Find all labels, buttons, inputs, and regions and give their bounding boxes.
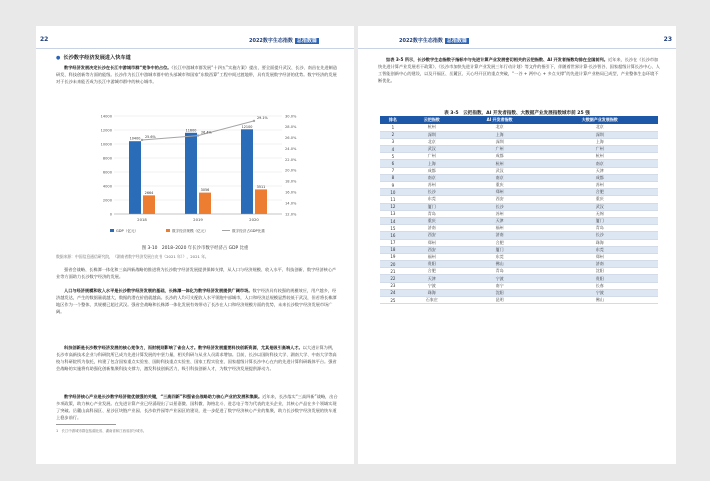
left-page-number: 22 [40,36,49,43]
cell-rank: 7 [380,167,406,174]
cell-ai-city: 上海 [458,131,542,138]
cell-cloud-city: 厦门 [406,203,458,210]
cell-bigdata-city: 合肥 [542,189,658,196]
cell-cloud-city: 武汉 [406,146,458,153]
cell-ai-city: 杭州 [458,160,542,167]
cell-ai-city: 济南 [458,232,542,239]
y-right-tick-label: 20.0% [285,168,297,173]
line-value-label: 29.1% [257,115,268,120]
cell-cloud-city: 石家庄 [406,297,458,304]
paragraph-1-lead: 数字经济发展决定长沙在长江中游城市群“竞争中的占位。 [64,65,172,70]
bar [143,195,155,214]
paragraph-4-lead: 科技创新是长沙数字经济发展的核心竞争力，而财税则影响了省会人才。数字经济发展重要科技创新资源，尤其是吸引高端人才。 [64,345,303,350]
figure-source: 数据来源：中国信息通信研究院，《湖南省数字经济发展白皮书（2021 年）》，2021 年。 [56,254,209,259]
cell-ai-city: 西安 [458,196,542,203]
bar [255,189,267,214]
cell-rank: 12 [380,203,406,210]
cell-cloud-city: 贵阳 [406,261,458,268]
y-left-tick-label: 4000 [102,184,112,189]
cell-ai-city: 厦门 [458,246,542,253]
table-row [380,246,658,253]
cell-cloud-city: 长沙 [406,189,458,196]
left-header-divider [36,48,354,49]
y-left-tick-label: 6000 [102,170,112,175]
bar [241,129,253,214]
line-point [141,139,143,141]
cell-bigdata-city: 苏州 [542,182,658,189]
table-row [380,196,658,203]
y-right-tick-label: 12.0% [285,212,297,217]
left-header-band [246,36,322,44]
cell-bigdata-city: 济南 [542,261,658,268]
bar [199,193,211,214]
y-right-tick-label: 30.0% [285,114,297,119]
cell-bigdata-city: 长春 [542,282,658,289]
x-tick-label: 2020 [249,217,259,222]
cell-bigdata-city: 东莞 [542,246,658,253]
table-row [380,289,658,296]
table-row [380,239,658,246]
cell-rank: 19 [380,253,406,260]
paragraph-5 [56,393,340,421]
cell-bigdata-city: 长沙 [542,232,658,239]
cell-bigdata-city: 贵阳 [542,275,658,282]
cell-cloud-city: 杭州 [406,124,458,131]
table-row [380,282,658,289]
cell-bigdata-city: 广州 [542,146,658,153]
left-header-title: 2022数字生态指数 [249,38,293,44]
table-row [380,182,658,189]
y-left-tick-label: 8000 [102,156,112,161]
table-row [380,138,658,145]
cell-ai-city: 郑州 [458,189,542,196]
line-value-label: 26.4% [201,130,212,135]
cell-bigdata-city: 无锡 [542,210,658,217]
table-row [380,297,658,304]
left-header-section: 总指数篇 [296,38,317,44]
footnote: 1 长江中游城市群包括湖北省、湖南省和江西省部分城市。 [56,429,147,433]
cell-ai-city: 长沙 [458,203,542,210]
cell-ai-city: 青岛 [458,268,542,275]
paragraph-1 [56,64,340,85]
y-left-tick-label: 0 [109,212,112,217]
table-header-row [380,116,658,124]
paragraph-3 [56,287,340,315]
cell-ai-city: 南宁 [458,282,542,289]
right-header-title: 2022数字生态指数 [399,38,443,44]
y-left-tick-label: 14000 [100,114,112,119]
cell-ai-city: 合肥 [458,239,542,246]
figure-caption: 图 3-10 2018–2020 年长沙市数字经济占 GDP 比重 [141,246,249,251]
cell-cloud-city: 北京 [406,138,458,145]
right-page [358,26,676,464]
cell-bigdata-city: 成都 [542,174,658,181]
table-row [380,253,658,260]
cell-ai-city: 福州 [458,225,542,232]
paragraph-1-text: 《长江中游城市群发展“十四五”实施方案》提出，要全面提升武汉、长沙、南昌在先进制造研发、科技创新等方面的能级。长沙作为长江中游城市群中的头部城市和国家“东数西算”工程中间过渡地带，具有发展数字经济的优势。数字经济的发展对于长沙未来能否成为长江中游城市群中的核心城市。 [56,65,338,84]
cell-cloud-city: 苏州 [406,182,458,189]
ranking-table [380,116,658,304]
cell-bigdata-city: 武汉 [542,203,658,210]
y-left-tick-label: 2000 [102,198,112,203]
right-page-number: 23 [663,36,672,43]
cell-rank: 23 [380,282,406,289]
table-row [380,167,658,174]
cell-ai-city: 东莞 [458,253,542,260]
bar-value-label: 10400 [129,136,141,141]
cell-rank: 3 [380,138,406,145]
cell-bigdata-city: 厦门 [542,217,658,224]
cell-bigdata-city: 珠海 [542,239,658,246]
y-right-tick-label: 28.0% [285,125,297,130]
cell-ai-city: 沈阳 [458,289,542,296]
table-row [380,124,658,131]
bar-value-label: 2664 [144,190,154,195]
legend-label: GDP（亿元） [116,229,139,233]
cell-ai-city: 成都 [458,153,542,160]
legend-label: 数字经济规模（亿元） [172,229,208,233]
cell-ai-city: 天津 [458,217,542,224]
cell-cloud-city: 青岛 [406,210,458,217]
header-ai-developer-index: AI 开发者指数 [458,116,542,124]
cell-bigdata-city: 天津 [542,167,658,174]
cell-rank: 25 [380,297,406,304]
cell-rank: 13 [380,210,406,217]
cell-rank: 21 [380,268,406,275]
cell-cloud-city: 郑州 [406,239,458,246]
right-header-band [396,36,472,44]
line-point [197,134,199,136]
left-page [36,26,354,464]
table-row [380,217,658,224]
cell-rank: 9 [380,182,406,189]
table-row [380,275,658,282]
cell-bigdata-city: 深圳 [542,131,658,138]
cell-rank: 14 [380,217,406,224]
bar [185,133,197,214]
y-right-tick-label: 24.0% [285,146,297,151]
header-rank: 排名 [380,116,406,124]
cell-ai-city: 武汉 [458,167,542,174]
cell-rank: 2 [380,131,406,138]
header-cloud-index: 云把指数 [406,116,458,124]
footnote-divider [56,424,116,425]
cell-cloud-city: 深圳 [406,131,458,138]
cell-rank: 20 [380,261,406,268]
table-row [380,146,658,153]
cell-rank: 18 [380,246,406,253]
table-title: 表 3-5 云把指数、AI 开发者指数、大数据产业发展指数城市前 25 强 [444,111,590,116]
y-right-tick-label: 14.0% [285,201,297,206]
right-paragraph-1-text: 近年来，长沙在《长沙市加快先进计算产业发展若干政策》、《长沙市加快先进计算产业发展三年行动计划》等文件的指引下，伴随着世界计算·长沙智谷、国家超级计算长沙中心、人工智能创新中心的建设，以及开福区、岳麓区、天心经开区的重点突破，“一谷 + 两中心 + 多点支撑”的先进计算产业格局已成型，产业整体生态环境不断优化。 [378,57,660,83]
cell-cloud-city: 济南 [406,225,458,232]
paragraph-4 [56,344,340,372]
gdp-digital-economy-chart [80,110,316,240]
cell-ai-city: 北京 [458,124,542,131]
legend-swatch [166,229,170,232]
right-header-section: 总指数篇 [446,38,467,44]
cell-rank: 1 [380,124,406,131]
table-row [380,261,658,268]
cell-bigdata-city: 郑州 [542,253,658,260]
cell-ai-city: 昆明 [458,297,542,304]
left-header [36,36,354,48]
right-header [358,36,676,48]
legend-label: 数字经济占GDP比重 [232,229,265,233]
cell-cloud-city: 西安 [406,246,458,253]
table-row [380,210,658,217]
cell-bigdata-city: 杭州 [542,153,658,160]
table-row [380,268,658,275]
cell-ai-city: 宁波 [458,275,542,282]
table-row [380,174,658,181]
cell-rank: 8 [380,174,406,181]
cell-rank: 22 [380,275,406,282]
cell-bigdata-city: 沈阳 [542,268,658,275]
chart-svg [80,110,316,240]
bar-value-label: 11600 [185,128,197,133]
cell-cloud-city: 广州 [406,153,458,160]
cell-ai-city: 苏州 [458,210,542,217]
cell-cloud-city: 南京 [406,174,458,181]
cell-cloud-city: 重庆 [406,217,458,224]
table-row [380,131,658,138]
paragraph-4-text: 以大进计算为例，长沙市高新技术企业与科研院所已成为先进计算发展的中坚力量，相关科研与从业人员需求增加。目前，长沙以国防科技大学、湖南大学、中南大学等高校与科研院所为依托，构建了包含国家重点实验室、国防科技重点实验室、国家工程实验室、国家超级计算长沙中心在内的先进计算科研载体平台。强省会战略的实施将有助强化创新集聚科技支撑力，激发科技创新活力，吸引科技创新人才，为数字经济发展提供源动力。 [56,345,337,371]
cell-cloud-city: 珠海 [406,289,458,296]
cell-bigdata-city: 青岛 [542,225,658,232]
cell-bigdata-city: 佛山 [542,297,658,304]
line-point [253,120,255,122]
bar-value-label: 3511 [256,184,266,189]
table-row [380,225,658,232]
cell-cloud-city: 天津 [406,275,458,282]
cell-bigdata-city: 南京 [542,160,658,167]
cell-rank: 10 [380,189,406,196]
bar-value-label: 12100 [241,124,253,129]
cell-cloud-city: 福州 [406,253,458,260]
right-paragraph-1 [378,56,662,84]
section-heading: ● 长沙数字经济发展进入快车道 [56,54,131,61]
paragraph-5-text: 近年来，长沙落实“三高四新”战略，出台多项政策，助力核心产业发展。在先进计算产业已经涌现出了以景嘉微、国科微、海格北斗、进芯电子等为代表的龙头企业，其核心产品在多个领域实现了突破。岳麓山高科园区、星沙区块链产业园、长沙软件园等产业园区的建设，进一步促进了数字经济核心产业的集聚，助力长沙数字经济发展的快车道上稳步前行。 [56,394,338,420]
table-row [380,153,658,160]
table-row [380,160,658,167]
cell-cloud-city: 上海 [406,160,458,167]
cell-rank: 5 [380,153,406,160]
cell-ai-city: 广州 [458,146,542,153]
cell-bigdata-city: 宁波 [542,289,658,296]
cell-cloud-city: 东莞 [406,196,458,203]
header-big-data-index: 大数据产业发展指数 [542,116,658,124]
cell-ai-city: 重庆 [458,182,542,189]
y-left-tick-label: 10000 [100,142,112,147]
cell-rank: 16 [380,232,406,239]
cell-bigdata-city: 重庆 [542,196,658,203]
legend-swatch [110,229,114,232]
paragraph-2 [56,266,340,280]
cell-cloud-city: 宁波 [406,282,458,289]
right-header-divider [358,48,676,49]
x-tick-label: 2019 [193,217,203,222]
cell-bigdata-city: 上海 [542,138,658,145]
table-row [380,203,658,210]
line-value-label: 25.6% [145,134,156,139]
table-body [380,124,658,304]
paragraph-3-lead: 人口与经济规模和收入水平是长沙数字经济发展的基础，长株潭一体化为数字经济发展提供广阔市场。 [64,288,253,293]
bar [129,141,141,214]
table-row [380,232,658,239]
cell-ai-city: 佛山 [458,261,542,268]
x-tick-label: 2018 [137,217,147,222]
paragraph-2-text: 强省会战略、长株潭一体化和三高四新战略的推进将为长沙数字经济发展提供保障支撑，从人口与经济规模、收入水平、科技创新、数字经济核心产业等方面助力长沙数字经济的发展。 [56,267,337,279]
cell-cloud-city: 合肥 [406,268,458,275]
cell-rank: 24 [380,289,406,296]
cell-rank: 15 [380,225,406,232]
y-right-tick-label: 16.0% [285,190,297,195]
cell-rank: 11 [380,196,406,203]
right-paragraph-1-lead: 如表 3-5 所示，长沙数字生态指数子指标中与先进计算产业发展密切相关的云把指数、AI 开发者指数均排在全国前列。 [386,57,608,62]
bar-value-label: 3056 [200,188,210,193]
y-left-tick-label: 12000 [100,128,112,133]
paragraph-3-text: 数字经济具有较强的规模效应，用户越多，经济越发达，产生的数据量就越大，数据的潜在价值就越高。长沙的人均可支配收入水平领跑中部城市，人口和经济总规模显然较低于武汉，但若将长株潭地区作为一个整体，其规模已超过武汉。强省会战略和长株潭一体化发展有效带动了长沙在人口和经济规模方面的优势，未来长沙数字经济发展市场广阔。 [56,288,337,314]
cell-ai-city: 南京 [458,174,542,181]
y-right-tick-label: 22.0% [285,157,297,162]
cell-bigdata-city: 北京 [542,124,658,131]
y-right-tick-label: 26.0% [285,136,297,141]
cell-rank: 6 [380,160,406,167]
cell-ai-city: 深圳 [458,138,542,145]
table-row [380,189,658,196]
cell-rank: 17 [380,239,406,246]
cell-cloud-city: 西安 [406,232,458,239]
y-right-tick-label: 18.0% [285,179,297,184]
paragraph-5-lead: 数字经济核心产业是长沙数字经济做优做强的关键，“三高四新”和强省会战略助力核心产业的发展和集聚。 [64,394,263,399]
line-series [142,121,254,140]
cell-cloud-city: 成都 [406,167,458,174]
cell-rank: 4 [380,146,406,153]
